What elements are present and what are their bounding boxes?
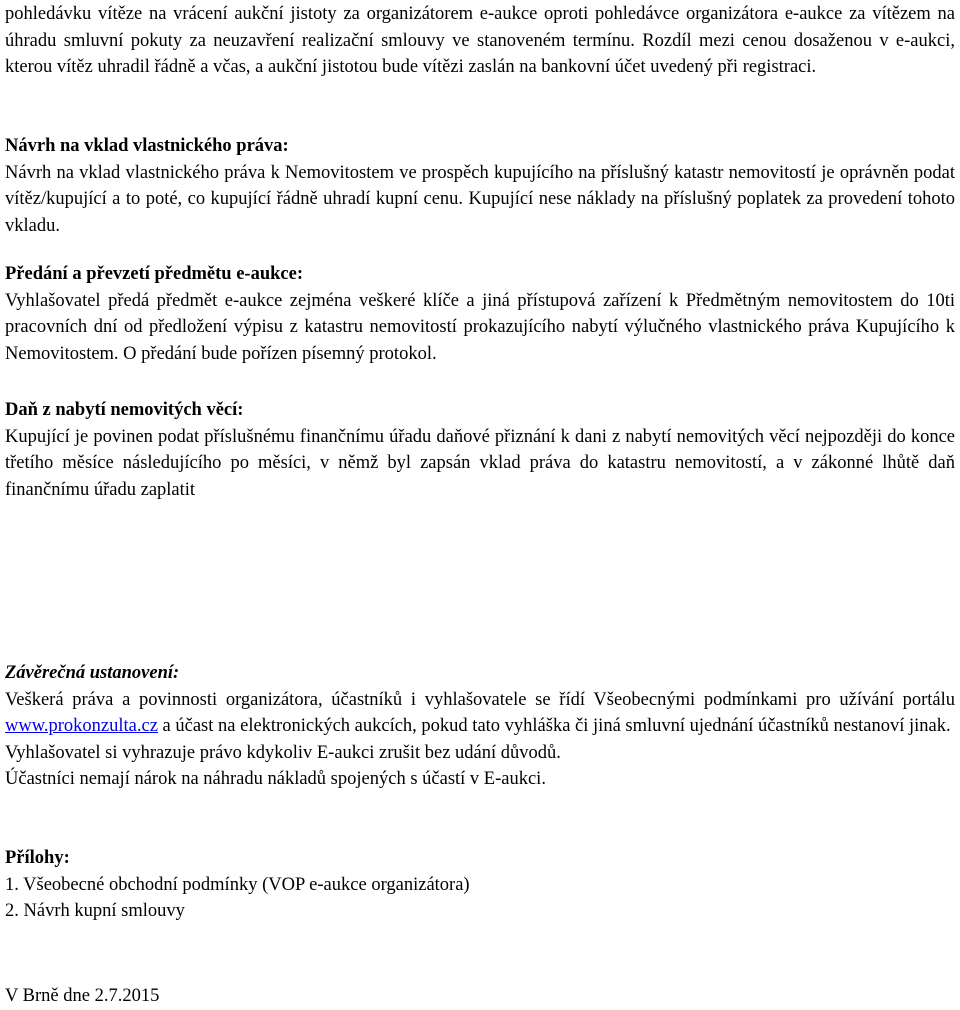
prokonzulta-link[interactable]: www.prokonzulta.cz <box>5 716 158 736</box>
section-heading-zaverecna: Závěrečná ustanovení: <box>5 663 180 683</box>
zaverecna-text-after-link: a účast na elektronických aukcích, pokud tato vyhláška či jiná smluvní ujednání účastníků nestanoví jinak. <box>157 716 951 736</box>
section-body-dan: Kupující je povinen podat příslušnému finančnímu úřadu daňové přiznání k dani z nabytí nemovitých věcí nejpozději do konce třetího měsíce následujícího po měsíci, v němž byl zapsán vklad práva do katastru nemovitostí, a v zákonné lhůtě daň finančnímu úřadu zaplatit <box>5 426 955 500</box>
section-predani <box>5 261 955 367</box>
section-vklad <box>5 133 955 239</box>
zaverecna-text-before-link: Veškerá práva a povinnosti organizátora, účastníků i vyhlašovatele se řídí Všeobecnými podmínkami pro užívání portálu <box>5 689 955 710</box>
section-heading-prilohy: Přílohy: <box>5 848 70 868</box>
zaverecna-paragraph-1 <box>5 687 955 740</box>
place-date: V Brně dne 2.7.2015 <box>5 986 160 1006</box>
section-heading-predani: Předání a převzetí předmětu e-aukce: <box>5 264 303 284</box>
section-zaverecna <box>5 660 955 793</box>
section-body-predani: Vyhlašovatel předá předmět e-aukce zejména veškeré klíče a jiná přístupová zařízení k Předmětným nemovitostem do 10ti pracovních dní od předložení výpisu z katastru nemovitostí prokazujícího nabytí výlučného vlastnického práva Kupujícího k Nemovitostem. O předání bude pořízen písemný protokol. <box>5 290 955 364</box>
prilohy-item: 2. Návrh kupní smlouvy <box>5 901 185 921</box>
section-dan <box>5 397 955 503</box>
prilohy-item: 1. Všeobecné obchodní podmínky (VOP e-aukce organizátora) <box>5 874 470 895</box>
zaverecna-paragraph-3: Účastníci nemají nárok na náhradu nákladů spojených s účastí v E-aukci. <box>5 769 546 789</box>
section-prilohy <box>5 845 955 925</box>
section-heading-vklad: Návrh na vklad vlastnického práva: <box>5 136 289 156</box>
intro-paragraph: pohledávku vítěze na vrácení aukční jistoty za organizátorem e-aukce oproti pohledávce organizátora e-aukce za vítězem na úhradu smluvní pokuty za neuzavření realizační smlouvy ve stanoveném termínu. Rozdíl mezi cenou dosaženou v e-aukci, kterou vítěz uhradil řádně a včas, a aukční jistotou bude vítězi zaslán na bankovní účet uvedený při registraci. <box>5 4 955 77</box>
section-body-vklad: Návrh na vklad vlastnického práva k Nemovitostem ve prospěch kupujícího na příslušný katastr nemovitostí je oprávněn podat vítěz/kupující a to poté, co kupující řádně uhradí kupní cenu. Kupující nese náklady na příslušný poplatek za provedení tohoto vkladu. <box>5 162 955 236</box>
section-heading-dan: Daň z nabytí nemovitých věcí: <box>5 400 244 420</box>
zaverecna-paragraph-2: Vyhlašovatel si vyhrazuje právo kdykoliv E-aukci zrušit bez udání důvodů. <box>5 742 561 763</box>
